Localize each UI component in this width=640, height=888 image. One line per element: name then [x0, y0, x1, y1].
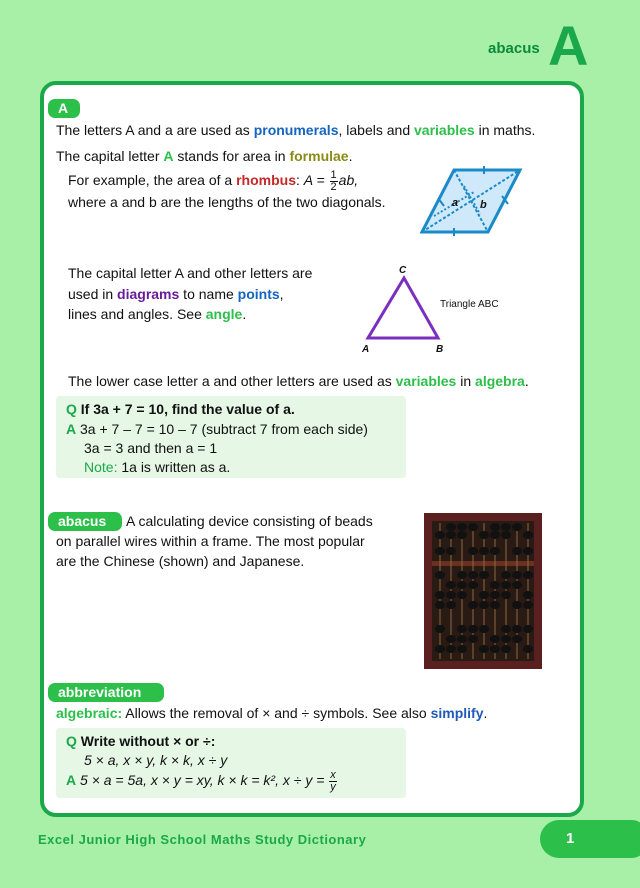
triangle-label: Triangle ABC: [440, 299, 499, 310]
abacus-bead: [490, 531, 500, 539]
line-diagrams-2: used in diagrams to name points,: [68, 286, 284, 302]
abacus-line-3: are the Chinese (shown) and Japanese.: [56, 553, 305, 569]
line-rhombus: For example, the area of a rhombus: A = $\frac{1}{2}$ ab,: [68, 169, 359, 193]
entry-tag-abbreviation: abbreviation: [48, 683, 164, 702]
abbr-answer: A 5 × a = 5a, x × y = xy, k × k = k², x ÷ y = $\frac{x}{y}$: [66, 769, 336, 793]
fraction-half: $\frac{1}{2}$: [330, 169, 337, 193]
svg-text:C: C: [399, 265, 407, 276]
abacus-bead: [435, 645, 445, 653]
abacus-bead: [479, 625, 489, 633]
label-b: b: [480, 199, 487, 211]
abacus-bead: [479, 531, 489, 539]
fraction-x-over-y: $\frac{x}{y}$: [330, 769, 336, 793]
abacus-bead: [435, 571, 445, 579]
abacus-bead: [501, 531, 511, 539]
line-diagonals: where a and b are the lengths of the two diagonals.: [68, 194, 386, 210]
abacus-bead: [512, 581, 522, 589]
triangle-shape: [368, 278, 438, 338]
abacus-bead: [523, 547, 533, 555]
abacus-bead: [501, 645, 511, 653]
abacus-bead: [490, 635, 500, 643]
abacus-bead: [490, 547, 500, 555]
abacus-bead: [457, 571, 467, 579]
abacus-bead: [512, 571, 522, 579]
abacus-photo: [424, 513, 542, 669]
abacus-bead: [457, 635, 467, 643]
abacus-bead: [501, 523, 511, 531]
link-simplify[interactable]: simplify: [430, 705, 484, 721]
abacus-bead: [479, 571, 489, 579]
link-algebra[interactable]: algebra: [475, 373, 525, 389]
abacus-bead: [435, 591, 445, 599]
abacus-bead: [501, 581, 511, 589]
label-a: a: [452, 197, 459, 209]
header-word: abacus: [488, 40, 540, 57]
abacus-bead: [446, 531, 456, 539]
abacus-bead: [512, 523, 522, 531]
abacus-bead: [512, 547, 522, 555]
abacus-bead: [457, 531, 467, 539]
abacus-bead: [468, 581, 478, 589]
abacus-bead: [501, 591, 511, 599]
abacus-bead: [512, 625, 522, 633]
abacus-line-2: on parallel wires within a frame. The most popular: [56, 533, 365, 549]
qa-question: Q If 3a + 7 = 10, find the value of a.: [66, 401, 295, 417]
abacus-bead: [435, 547, 445, 555]
abbr-question-2: 5 × a, x × y, k × k, x ÷ y: [84, 752, 228, 768]
abacus-bead: [446, 635, 456, 643]
abacus-bead: [523, 591, 533, 599]
abacus-bead: [446, 601, 456, 609]
abacus-bead: [490, 523, 500, 531]
link-points[interactable]: points: [237, 286, 280, 302]
svg-text:A: A: [362, 344, 370, 355]
page-number: 1: [540, 820, 640, 858]
link-variables-2[interactable]: variables: [395, 373, 457, 389]
abbr-question-1: Q Write without × or ÷:: [66, 733, 216, 749]
line-lowercase: The lower case letter a and other letters are used as variables in algebra.: [68, 373, 529, 389]
abacus-bead: [457, 625, 467, 633]
abacus-bead: [523, 625, 533, 633]
abacus-bead: [457, 523, 467, 531]
abacus-bead: [468, 571, 478, 579]
footer-title: Excel Junior High School Maths Study Dictionary: [38, 832, 367, 847]
abacus-bead: [435, 531, 445, 539]
abacus-bead: [468, 625, 478, 633]
abacus-bead: [512, 635, 522, 643]
abacus-bead: [523, 571, 533, 579]
link-pronumerals[interactable]: pronumerals: [253, 122, 339, 138]
triangle-diagram: [356, 262, 516, 358]
abacus-bead: [523, 601, 533, 609]
svg-text:B: B: [436, 344, 444, 355]
line-area: The capital letter A stands for area in formulae.: [56, 148, 353, 164]
abacus-bead: [468, 523, 478, 531]
abacus-bead: [490, 591, 500, 599]
abacus-bead: [435, 601, 445, 609]
line-diagrams-3: lines and angles. See angle.: [68, 306, 247, 322]
rhombus-diagram: [414, 164, 524, 238]
abacus-bead: [435, 625, 445, 633]
entry-tag-abacus: abacus: [48, 512, 122, 531]
entry-tag-a: A: [48, 99, 80, 118]
abacus-line-1: A calculating device consisting of beads: [126, 513, 373, 529]
abacus-bead: [468, 601, 478, 609]
abacus-bead: [457, 645, 467, 653]
abacus-bead: [479, 547, 489, 555]
abacus-bead: [523, 531, 533, 539]
abacus-bead: [446, 523, 456, 531]
link-variables[interactable]: variables: [414, 122, 475, 138]
link-rhombus[interactable]: rhombus: [236, 172, 296, 189]
abacus-bead: [457, 581, 467, 589]
qa-note: Note: 1a is written as a.: [84, 459, 231, 475]
header-letter: A: [548, 14, 589, 77]
qa-answer-1: A 3a + 7 – 7 = 10 – 7 (subtract 7 from each side): [66, 421, 368, 437]
abacus-bead: [501, 625, 511, 633]
abacus-bead: [501, 571, 511, 579]
abacus-bead: [446, 581, 456, 589]
abacus-bead: [479, 645, 489, 653]
abacus-bead: [446, 645, 456, 653]
abacus-bead: [479, 601, 489, 609]
abacus-bead: [512, 601, 522, 609]
abacus-bead: [446, 547, 456, 555]
link-diagrams[interactable]: diagrams: [117, 286, 180, 302]
qa-answer-2: 3a = 3 and then a = 1: [84, 440, 218, 456]
abacus-bead: [490, 645, 500, 653]
abacus-bead: [479, 591, 489, 599]
line-pronumerals: The letters A and a are used as pronumerals, labels and variables in maths.: [56, 122, 536, 138]
abacus-bead: [446, 591, 456, 599]
abacus-bead: [490, 581, 500, 589]
line-diagrams-1: The capital letter A and other letters are: [68, 265, 313, 281]
link-formulae[interactable]: formulae: [289, 148, 349, 164]
abacus-bead: [490, 601, 500, 609]
abacus-bead: [457, 591, 467, 599]
abacus-bead: [468, 635, 478, 643]
label-algebraic: algebraic:: [56, 705, 123, 721]
abacus-bead: [468, 547, 478, 555]
link-angle[interactable]: angle: [205, 306, 243, 322]
abacus-bead: [501, 635, 511, 643]
abacus-bead: [523, 645, 533, 653]
abbreviation-line: algebraic: Allows the removal of × and ÷ symbols. See also simplify.: [56, 705, 488, 721]
